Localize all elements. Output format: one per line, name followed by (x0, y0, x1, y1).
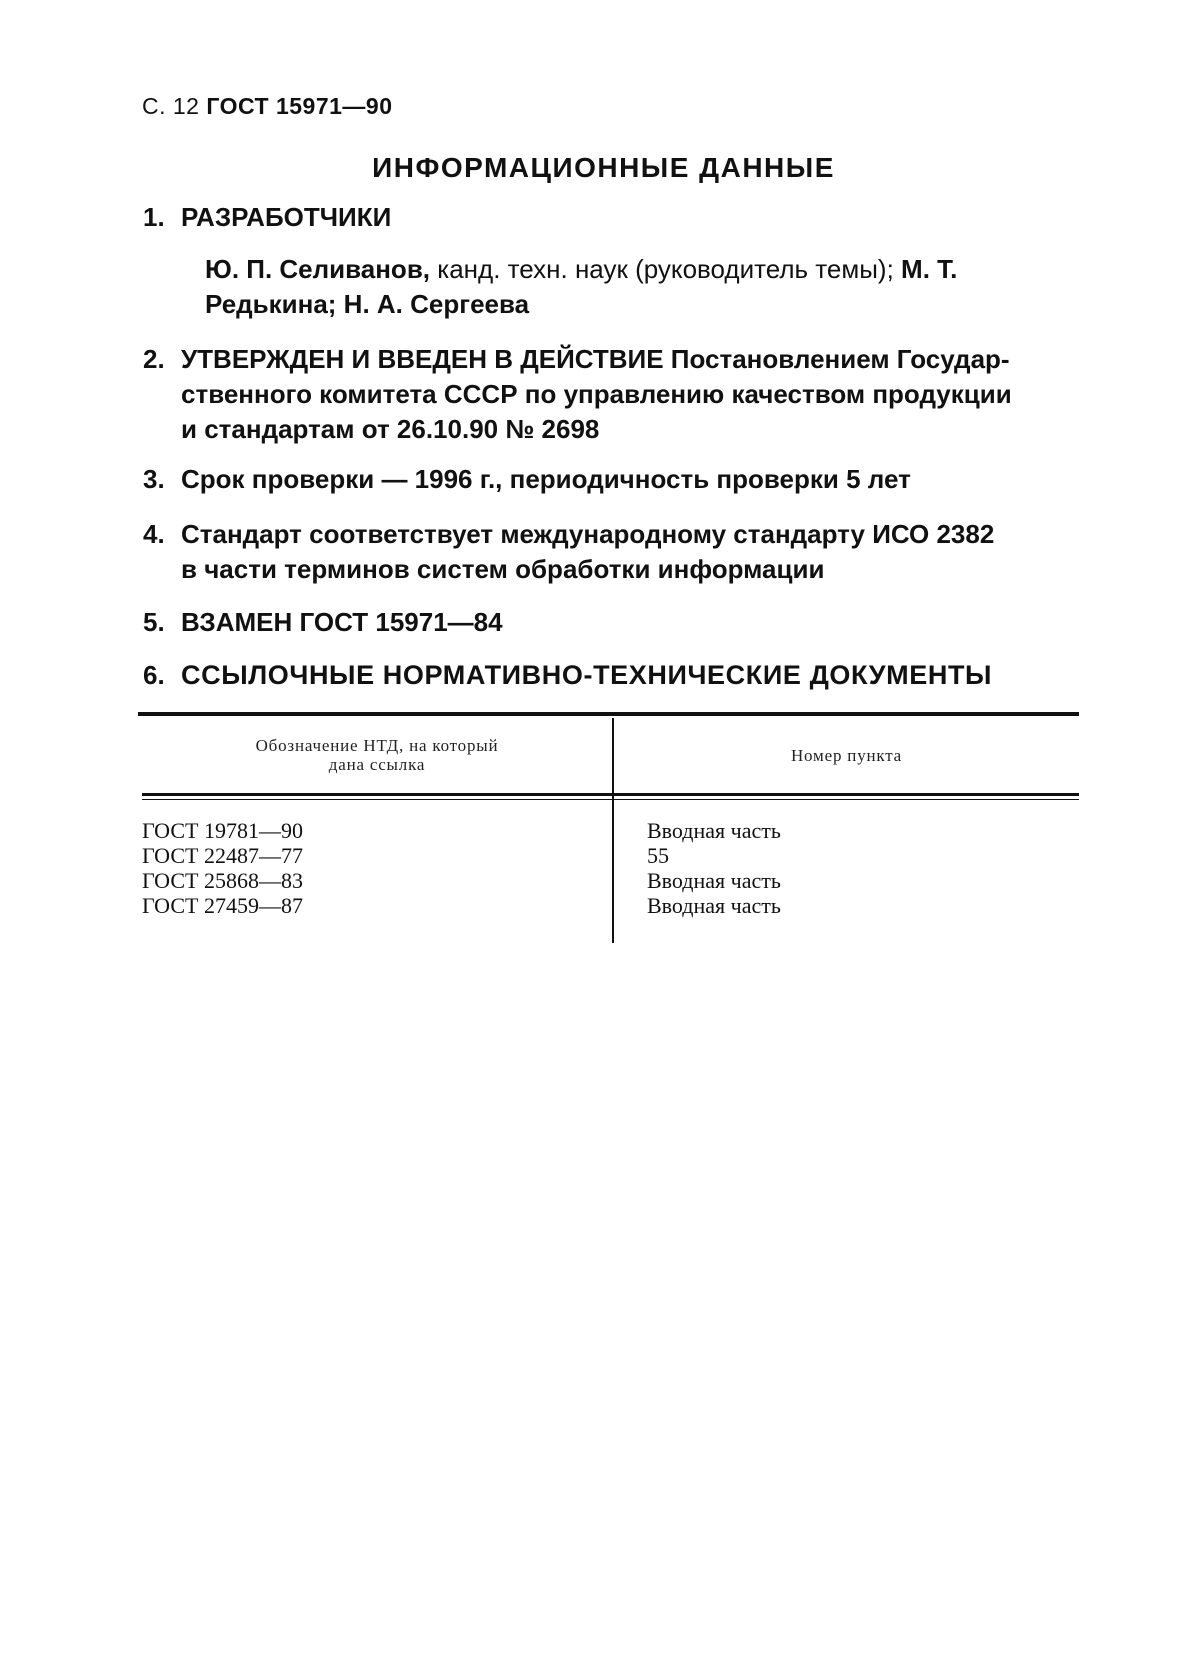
table-cell-clause: Вводная часть (647, 893, 781, 918)
table-cell-document: ГОСТ 22487—77 (142, 843, 303, 868)
author-names: Редькина; Н. А. Сергеева (205, 289, 530, 319)
table-header-document: Обозначение НТД, на который дана ссылка (255, 736, 499, 774)
approval-text-line: ственного комитета СССР по управлению качеством продукции (181, 379, 1012, 409)
approval-text-line: Постановлением Государ- (663, 344, 1010, 374)
table-cell-document: ГОСТ 19781—90 (142, 818, 303, 843)
table-cell-document: ГОСТ 27459—87 (142, 893, 303, 918)
author-credentials: канд. техн. наук (руководитель темы); (430, 254, 894, 284)
section-heading: УТВЕРЖДЕН И ВВЕДЕН В ДЕЙСТВИЕ (181, 344, 664, 374)
page-number: С. 12 (142, 93, 200, 119)
table-cell-clause: Вводная часть (647, 818, 781, 843)
section-text-line: Стандарт соответствует международному стандарту ИСО 2382 (181, 519, 995, 549)
table-cell-document: ГОСТ 25868—83 (142, 868, 303, 893)
developers-list (205, 252, 1085, 322)
section-text-line: в части терминов систем обработки информации (181, 554, 825, 584)
table-header-rule (142, 793, 1079, 796)
standard-id: ГОСТ 15971—90 (206, 93, 393, 119)
author-name: Ю. П. Селиванов, (205, 254, 431, 284)
section-text: ВЗАМЕН ГОСТ 15971—84 (181, 607, 503, 637)
author-name: М. Т. (893, 254, 958, 284)
section-number: 1. (143, 202, 165, 232)
table-cell-clause: Вводная часть (647, 868, 781, 893)
section-text: Срок проверки — 1996 г., периодичность проверки 5 лет (181, 464, 911, 494)
table-column-documents (142, 818, 303, 918)
table-top-rule (138, 712, 1079, 716)
table-header-clause: Номер пункта (790, 746, 903, 765)
table-cell-clause: 55 (647, 843, 669, 868)
table-header-rule-thin (142, 799, 1079, 800)
section-number: 5. (143, 607, 165, 637)
section-number: 6. (143, 660, 165, 690)
page-header (142, 93, 393, 120)
approval-text-line: и стандартам от 26.10.90 № 2698 (181, 414, 600, 444)
section-heading: РАЗРАБОТЧИКИ (181, 202, 392, 232)
section-number: 2. (143, 344, 165, 374)
section-heading: ССЫЛОЧНЫЕ НОРМАТИВНО-ТЕХНИЧЕСКИЕ ДОКУМЕНТЫ (181, 660, 993, 690)
table-column-clauses (647, 818, 781, 918)
section-number: 4. (143, 519, 165, 549)
document-title: ИНФОРМАЦИОННЫЕ ДАННЫЕ (372, 152, 835, 183)
section-number: 3. (143, 464, 165, 494)
